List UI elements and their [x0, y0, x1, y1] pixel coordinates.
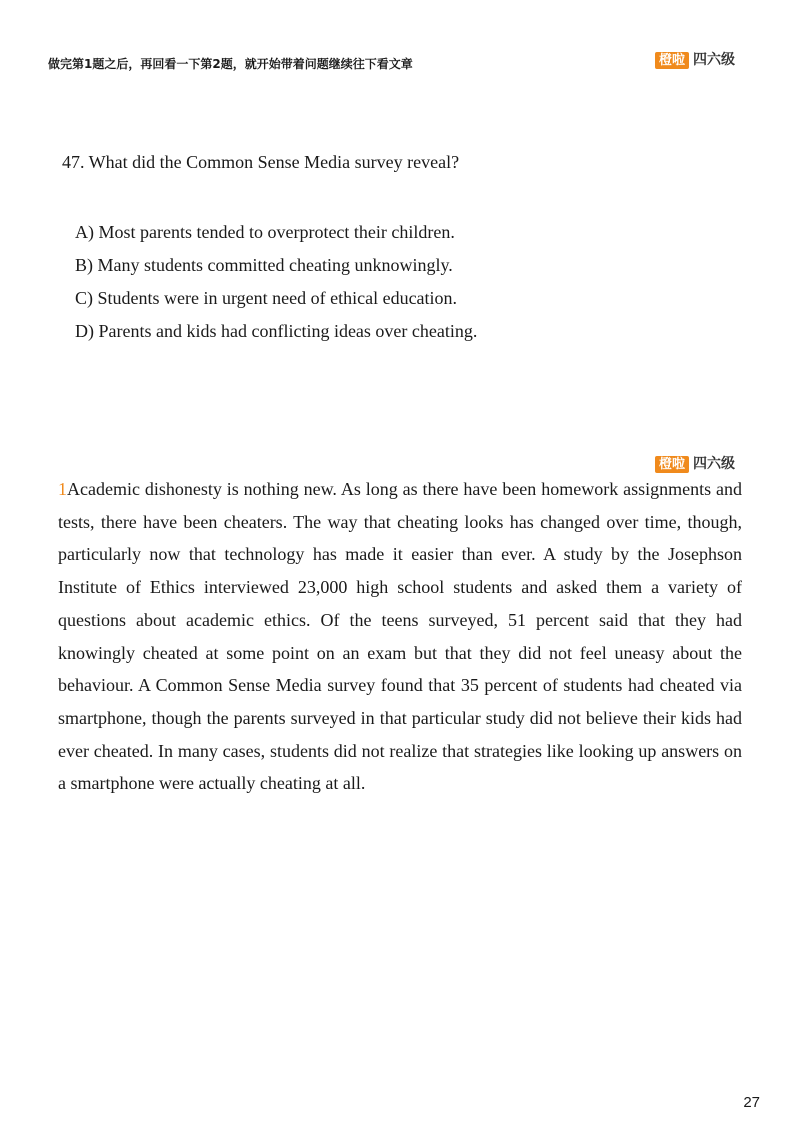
option-b: B) Many students committed cheating unknowingly. — [75, 255, 453, 275]
option-d: D) Parents and kids had conflicting ideas over cheating. — [75, 321, 478, 341]
passage-text: Academic dishonesty is nothing new. As long as there have been homework assignments and tests, there have been cheaters. The way that cheating looks has changed over time, though, particularly now that technology has made it easier than ever. A study by the Josephson Institute of Ethics interviewed 23,000 high school students and asked them a variety of questions about academic ethics. Of the teens surveyed, 51 percent said that they had knowingly cheated at some point on an exam but that they did not feel uneasy about the behaviour. A Common Sense Media survey found that 35 percent of students had cheated via smartphone, though the parents surveyed in that particular study did not believe their kids had ever cheated. In many cases, students did not realize that strategies like looking up answers on a smartphone were actually cheating at all. — [58, 479, 742, 794]
brand-logo-passage — [655, 456, 735, 473]
option-c: C) Students were in urgent need of ethical education. — [75, 288, 458, 308]
passage-paragraph — [58, 473, 742, 800]
brand-badge: 橙啦 — [655, 456, 689, 473]
brand-text: 四六级 — [693, 52, 736, 68]
question-text: 47. What did the Common Sense Media survey reveal? — [62, 152, 460, 172]
brand-logo-top — [655, 52, 735, 69]
paragraph-number: 1 — [58, 479, 67, 499]
brand-text: 四六级 — [693, 456, 736, 472]
answer-options — [75, 216, 477, 348]
page-number: 27 — [743, 1094, 760, 1111]
brand-badge: 橙啦 — [655, 52, 689, 69]
header-instruction: 做完第1题之后，再回看一下第2题，就开始带着问题继续往下看文章 — [48, 57, 413, 71]
option-a: A) Most parents tended to overprotect their children. — [75, 222, 455, 242]
